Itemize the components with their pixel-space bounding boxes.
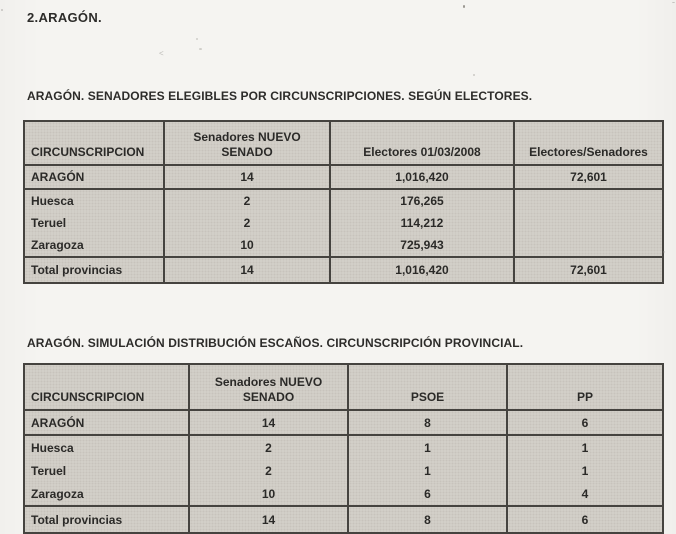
table-row-aragon: [24, 165, 663, 189]
cell-psoe: 1: [348, 459, 507, 482]
table-row-zaragoza: [24, 482, 663, 506]
cell-ratio: [514, 189, 663, 212]
cell-pp: 4: [507, 482, 663, 506]
table-row-huesca: [24, 189, 663, 212]
cell-electores: 725,943: [330, 234, 514, 257]
table-row-teruel: [24, 212, 663, 234]
cell-senadores: 10: [189, 482, 348, 506]
cell-region: ARAGÓN: [24, 165, 164, 189]
table-row-aragon: [24, 410, 663, 435]
table-header-row: [24, 121, 663, 165]
cell-ratio: [514, 234, 663, 257]
cell-province: Zaragoza: [24, 234, 164, 257]
scan-speck: <: [159, 49, 164, 58]
cell-electores: 176,265: [330, 189, 514, 212]
table-header-row: [24, 364, 663, 410]
scan-speck: [473, 74, 475, 76]
cell-pp: 1: [507, 435, 663, 459]
table-senadores-electores: [23, 120, 664, 284]
cell-province: Teruel: [24, 212, 164, 234]
section1-heading: ARAGÓN. SENADORES ELEGIBLES POR CIRCUNSCRIPCIONES. SEGÚN ELECTORES.: [27, 89, 533, 103]
cell-total-label: Total provincias: [24, 506, 189, 533]
table-row-teruel: [24, 459, 663, 482]
cell-psoe: 1: [348, 435, 507, 459]
cell-electores: 114,212: [330, 212, 514, 234]
cell-senadores: 14: [189, 506, 348, 533]
table-simulacion-escanos: [23, 363, 664, 534]
col-header-senadores-line2: SENADO: [242, 390, 295, 404]
cell-province: Zaragoza: [24, 482, 189, 506]
cell-psoe: 8: [348, 410, 507, 435]
cell-senadores: 2: [189, 435, 348, 459]
col-header-pp: PP: [507, 364, 663, 410]
scan-speck: [199, 48, 202, 50]
col-header-electores: Electores 01/03/2008: [330, 121, 514, 165]
table-row-total: [24, 257, 663, 283]
cell-pp: 1: [507, 459, 663, 482]
cell-province: Huesca: [24, 189, 164, 212]
table-row-total: [24, 506, 663, 533]
cell-senadores: 14: [164, 165, 330, 189]
cell-psoe: 8: [348, 506, 507, 533]
col-header-circunscripcion: CIRCUNSCRIPCION: [24, 364, 189, 410]
cell-region: ARAGÓN: [24, 410, 189, 435]
cell-psoe: 6: [348, 482, 507, 506]
scan-speck: [672, 2, 675, 3]
cell-province: Huesca: [24, 435, 189, 459]
cell-electores: 1,016,420: [330, 257, 514, 283]
cell-pp: 6: [507, 410, 663, 435]
table-row-zaragoza: [24, 234, 663, 257]
section2-heading: ARAGÓN. SIMULACIÓN DISTRIBUCIÓN ESCAÑOS. CIRCUNSCRIPCIÓN PROVINCIAL.: [27, 336, 524, 350]
cell-pp: 6: [507, 506, 663, 533]
scan-speck: [463, 5, 465, 8]
cell-senadores: 14: [189, 410, 348, 435]
cell-electores: 1,016,420: [330, 165, 514, 189]
cell-total-label: Total provincias: [24, 257, 164, 283]
scan-speck: [196, 38, 198, 40]
col-header-senadores: [164, 121, 330, 165]
cell-ratio: 72,601: [514, 257, 663, 283]
cell-senadores: 2: [164, 212, 330, 234]
cell-ratio: [514, 212, 663, 234]
cell-senadores: 2: [164, 189, 330, 212]
col-header-psoe: PSOE: [348, 364, 507, 410]
col-header-circunscripcion: CIRCUNSCRIPCION: [24, 121, 164, 165]
cell-senadores: 2: [189, 459, 348, 482]
col-header-senadores-line1: Senadores NUEVO: [214, 375, 323, 389]
table-row-huesca: [24, 435, 663, 459]
cell-ratio: 72,601: [514, 165, 663, 189]
col-header-senadores: [189, 364, 348, 410]
scan-speck: [1, 9, 3, 11]
cell-province: Teruel: [24, 459, 189, 482]
col-header-senadores-line2: SENADO: [221, 145, 273, 159]
page-title: 2.ARAGÓN.: [27, 10, 102, 25]
scan-speck: ': [663, 250, 665, 261]
cell-senadores: 14: [164, 257, 330, 283]
col-header-electores-senadores: Electores/Senadores: [514, 121, 663, 165]
cell-senadores: 10: [164, 234, 330, 257]
col-header-senadores-line1: Senadores NUEVO: [193, 130, 301, 144]
